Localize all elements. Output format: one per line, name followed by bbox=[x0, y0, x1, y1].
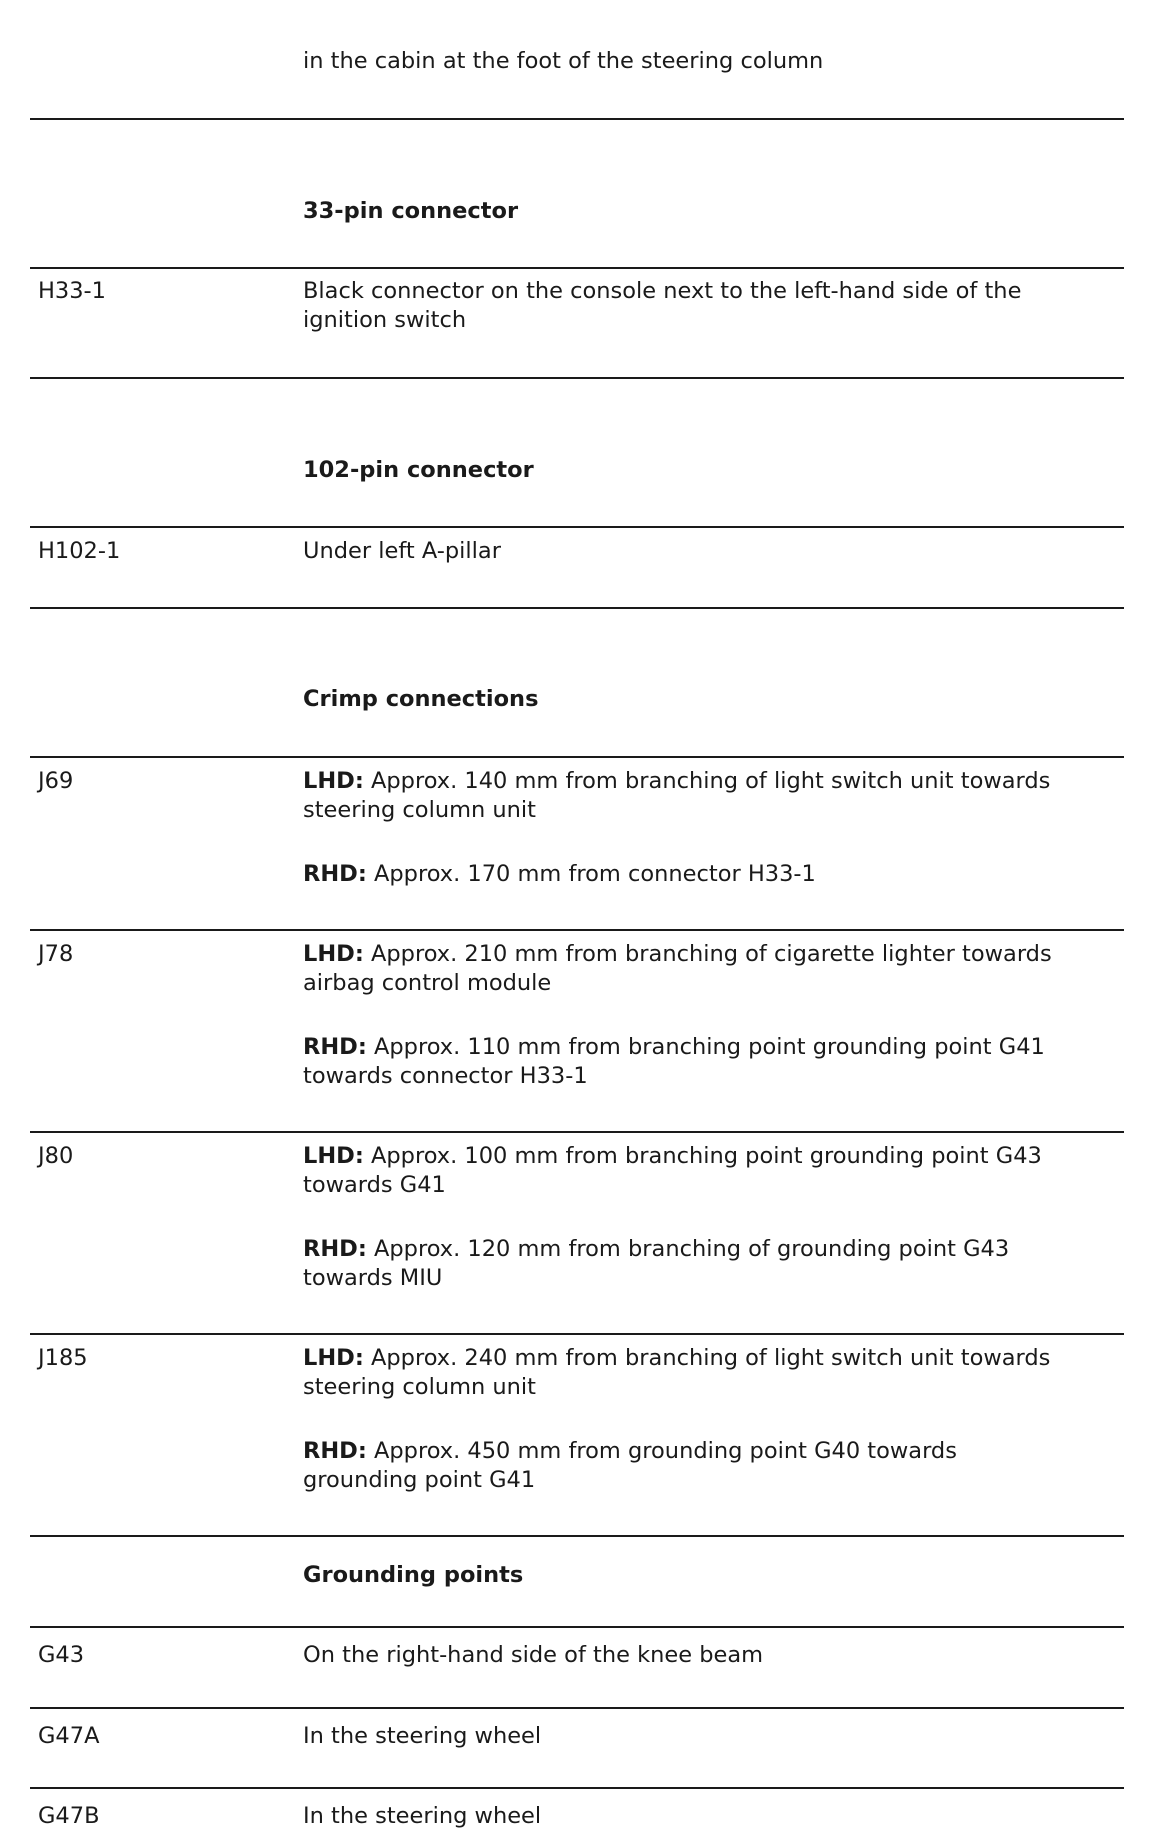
lhd-label: LHD: bbox=[303, 1143, 364, 1169]
row-code-h33-1: H33-1 bbox=[38, 278, 106, 304]
lhd-label: LHD: bbox=[303, 1345, 364, 1371]
row-code-j185: J185 bbox=[38, 1345, 88, 1371]
row-description-line bbox=[303, 1235, 1009, 1264]
rhd-label: RHD: bbox=[303, 1236, 367, 1262]
rhd-text: Approx. 450 mm from grounding point G40 towards bbox=[366, 1438, 957, 1464]
section-heading-grounding: Grounding points bbox=[303, 1562, 524, 1588]
rhd-label: RHD: bbox=[303, 1438, 367, 1464]
lhd-text: Approx. 140 mm from branching of light switch unit towards bbox=[363, 768, 1051, 794]
row-description-line bbox=[303, 860, 816, 889]
row-description-line: steering column unit bbox=[303, 797, 536, 823]
divider bbox=[30, 377, 1124, 379]
divider bbox=[30, 756, 1124, 758]
rhd-text: Approx. 170 mm from connector H33-1 bbox=[366, 861, 816, 887]
row-description-line: towards G41 bbox=[303, 1172, 446, 1198]
row-description-line bbox=[303, 1344, 1050, 1373]
row-description-line: On the right-hand side of the knee beam bbox=[303, 1642, 764, 1668]
divider bbox=[30, 1333, 1124, 1335]
rhd-text: Approx. 110 mm from branching point grounding point G41 bbox=[366, 1034, 1045, 1060]
row-description-line bbox=[303, 940, 1052, 969]
row-description-line: airbag control module bbox=[303, 970, 552, 996]
row-description-line: In the steering wheel bbox=[303, 1723, 542, 1749]
row-description-line bbox=[303, 1437, 957, 1466]
lhd-text: Approx. 100 mm from branching point grounding point G43 bbox=[363, 1143, 1042, 1169]
intro-text: in the cabin at the foot of the steering column bbox=[303, 48, 824, 74]
divider bbox=[30, 118, 1124, 120]
lhd-text: Approx. 210 mm from branching of cigarette lighter towards bbox=[363, 941, 1052, 967]
row-description-line: In the steering wheel bbox=[303, 1803, 542, 1829]
section-heading-33-pin: 33-pin connector bbox=[303, 198, 519, 224]
row-description-line bbox=[303, 1033, 1045, 1062]
lhd-label: LHD: bbox=[303, 768, 364, 794]
rhd-text: Approx. 120 mm from branching of grounding point G43 bbox=[366, 1236, 1010, 1262]
row-description-line: Black connector on the console next to the left-hand side of the bbox=[303, 278, 1022, 304]
row-code-g47a: G47A bbox=[38, 1723, 100, 1749]
row-description-line: grounding point G41 bbox=[303, 1467, 536, 1493]
row-code-g47b: G47B bbox=[38, 1803, 100, 1829]
row-description-line: towards connector H33-1 bbox=[303, 1063, 588, 1089]
row-code-g43: G43 bbox=[38, 1642, 85, 1668]
divider bbox=[30, 607, 1124, 609]
divider bbox=[30, 526, 1124, 528]
rhd-label: RHD: bbox=[303, 861, 367, 887]
row-description-line: Under left A-pillar bbox=[303, 538, 501, 564]
row-description-line bbox=[303, 1142, 1042, 1171]
divider bbox=[30, 1787, 1124, 1789]
section-heading-crimp: Crimp connections bbox=[303, 686, 539, 712]
lhd-text: Approx. 240 mm from branching of light switch unit towards bbox=[363, 1345, 1051, 1371]
row-code-j78: J78 bbox=[38, 941, 74, 967]
row-description-line bbox=[303, 767, 1050, 796]
row-code-h102-1: H102-1 bbox=[38, 538, 121, 564]
divider bbox=[30, 267, 1124, 269]
row-description-line: towards MIU bbox=[303, 1265, 443, 1291]
section-heading-102-pin: 102-pin connector bbox=[303, 457, 534, 483]
row-description-line: ignition switch bbox=[303, 307, 467, 333]
divider bbox=[30, 1707, 1124, 1709]
lhd-label: LHD: bbox=[303, 941, 364, 967]
row-code-j80: J80 bbox=[38, 1143, 74, 1169]
row-code-j69: J69 bbox=[38, 768, 74, 794]
rhd-label: RHD: bbox=[303, 1034, 367, 1060]
row-description-line: steering column unit bbox=[303, 1374, 536, 1400]
divider bbox=[30, 1131, 1124, 1133]
divider bbox=[30, 1626, 1124, 1628]
divider bbox=[30, 929, 1124, 931]
divider bbox=[30, 1535, 1124, 1537]
